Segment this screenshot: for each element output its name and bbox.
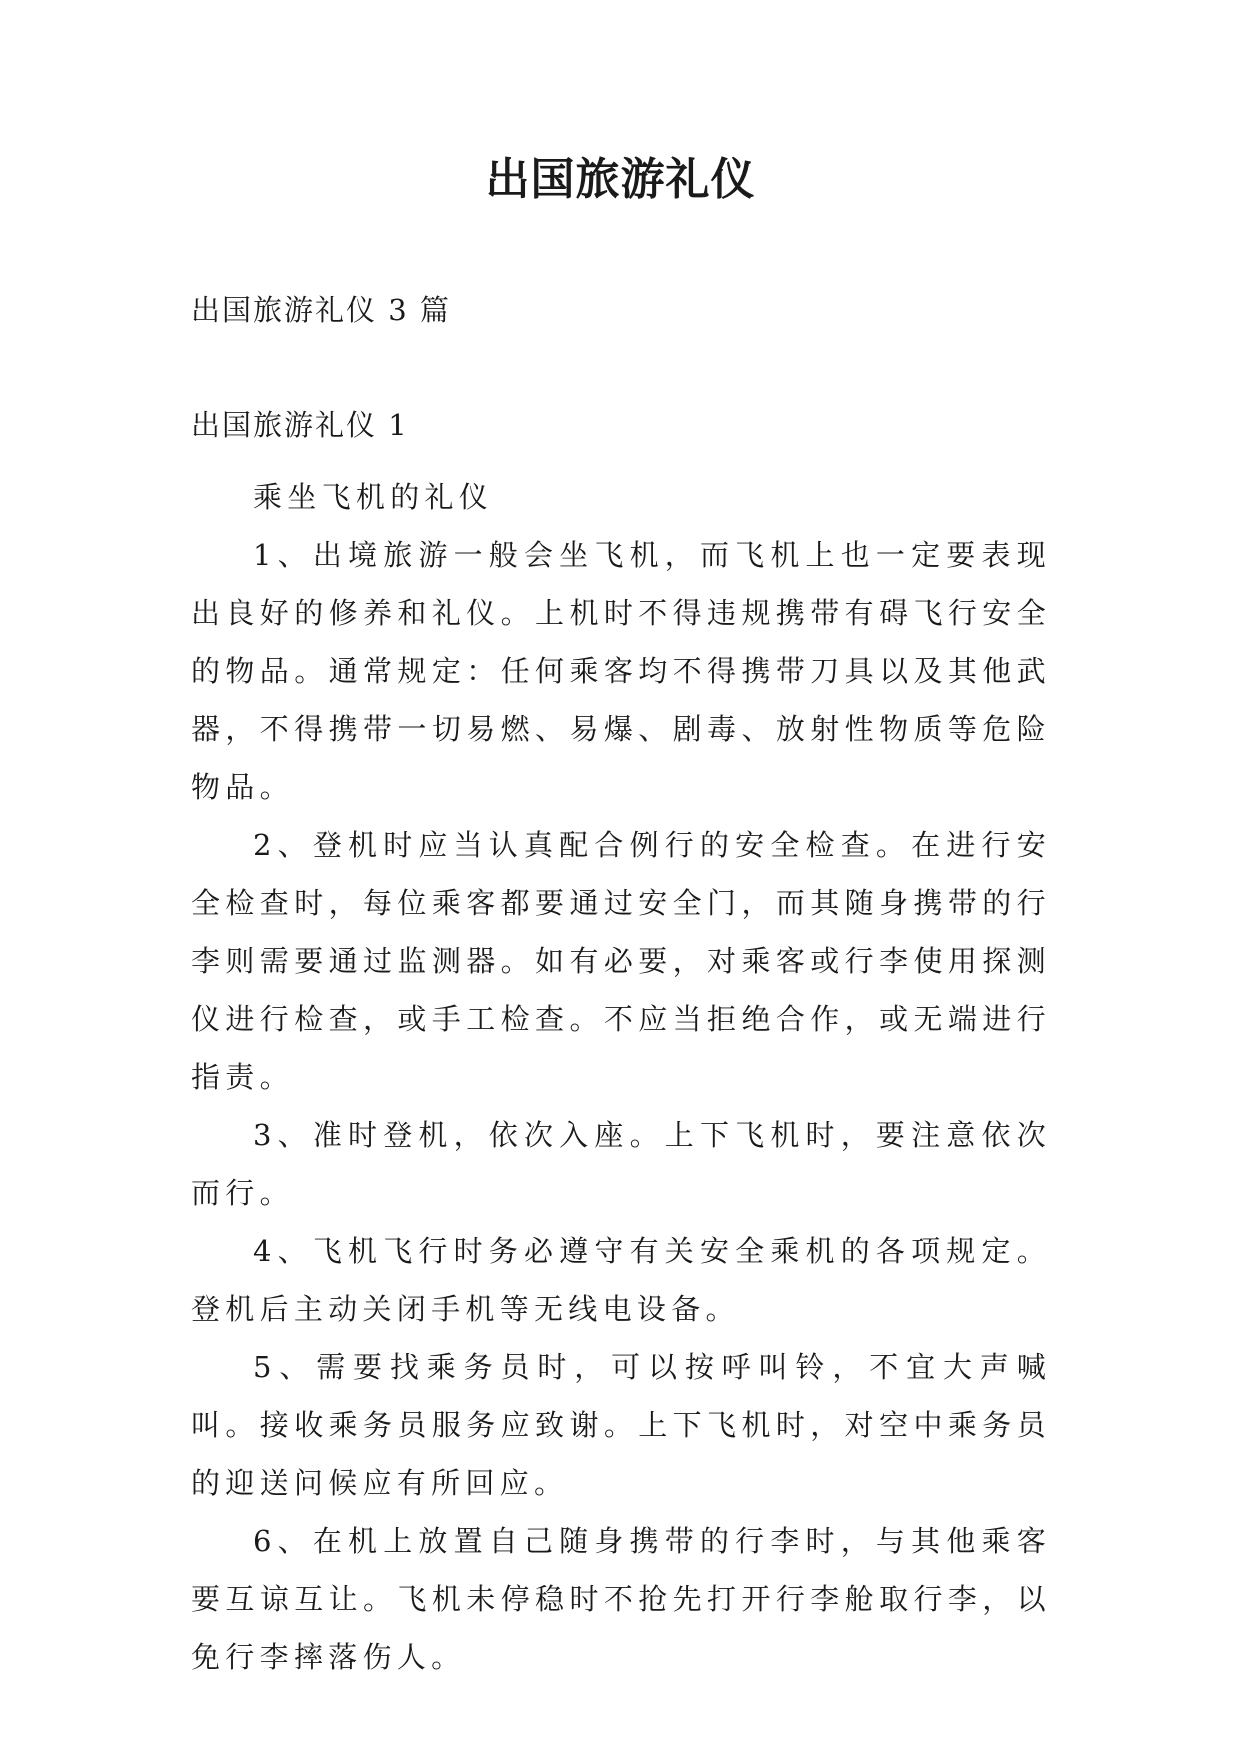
paragraph-intro: 乘坐飞机的礼仪 <box>253 480 494 514</box>
paragraph-3: 3、准时登机，依次入座。上下飞机时，要注意依次而行。 <box>191 1118 1051 1210</box>
paragraph-2: 2、登机时应当认真配合例行的安全检查。在进行安全检查时，每位乘客都要通过安全门，而其随身携带的行李则需要通过监测器。如有必要，对乘客或行李使用探测仪进行检查，或手工检查。不应当拒绝合作，或无端进行指责。 <box>191 828 1051 1094</box>
section-heading: 出国旅游礼仪 1 <box>191 408 409 442</box>
paragraph-4: 4、飞机飞行时务必遵守有关安全乘机的各项规定。登机后主动关闭手机等无线电设备。 <box>191 1234 1051 1326</box>
paragraph-5: 5、需要找乘务员时，可以按呼叫铃，不宜大声喊叫。接收乘务员服务应致谢。上下飞机时，对空中乘务员的迎送问候应有所回应。 <box>191 1350 1051 1500</box>
document-title: 出国旅游礼仪 <box>485 154 756 205</box>
document-body <box>191 468 1051 1686</box>
document-subtitle: 出国旅游礼仪 3 篇 <box>191 293 451 327</box>
paragraph-6: 6、在机上放置自己随身携带的行李时，与其他乘客要互谅互让。飞机未停稳时不抢先打开行李舱取行李，以免行李摔落伤人。 <box>191 1524 1051 1674</box>
paragraph-1: 1、出境旅游一般会坐飞机，而飞机上也一定要表现出良好的修养和礼仪。上机时不得违规携带有碍飞行安全的物品。通常规定：任何乘客均不得携带刀具以及其他武器，不得携带一切易燃、易爆、剧毒、放射性物质等危险物品。 <box>191 538 1051 804</box>
